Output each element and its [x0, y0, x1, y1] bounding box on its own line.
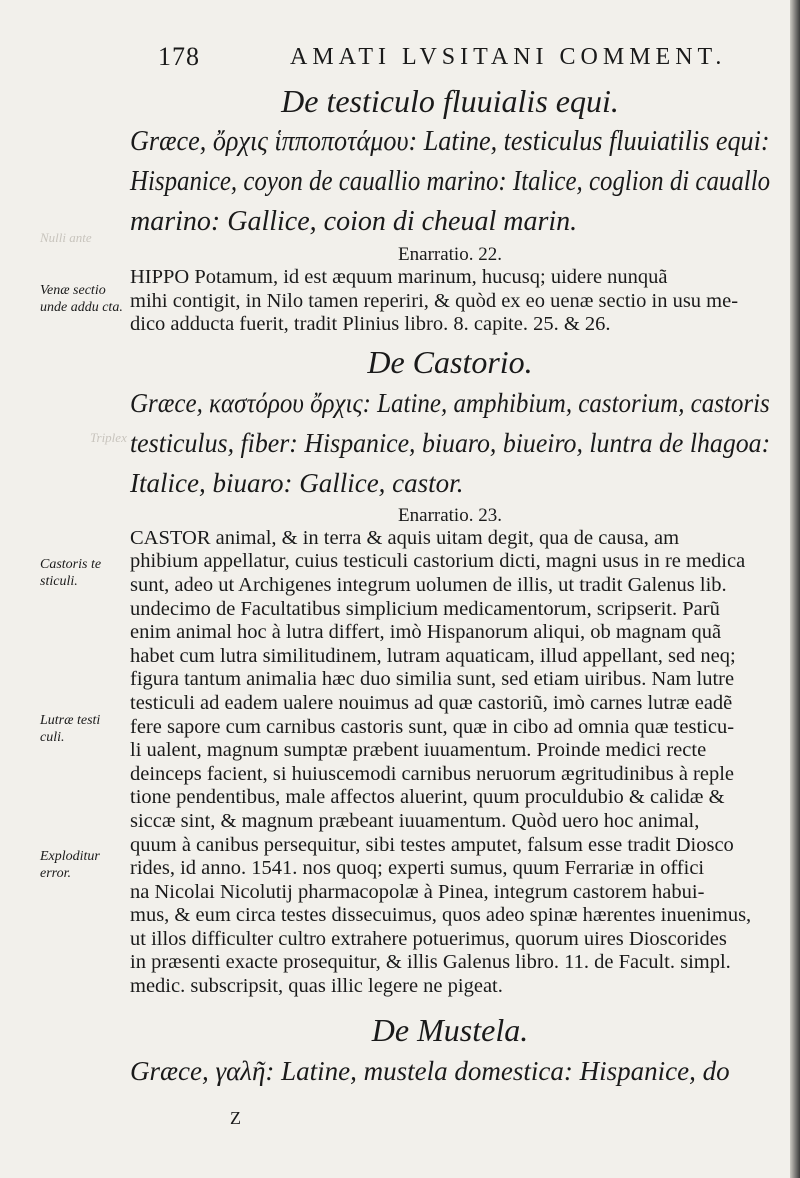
section-title: De Castorio. [367, 343, 533, 380]
text-line: fere sapore cum carnibus castoris sunt, quæ in cibo ad omnia quæ testicu- [130, 715, 735, 738]
page-number: 178 [158, 42, 200, 71]
bleed-through-text: Triplex [90, 430, 127, 445]
signature-mark: Z [230, 1108, 241, 1128]
text-line: sunt, adeo ut Archigenes integrum uolumen de illis, ut tradit Galenus lib. [130, 573, 727, 596]
enarratio-heading: Enarratio. 23. [398, 504, 502, 526]
text-line: quum à canibus persequitur, sibi testes amputet, falsum esse tradit Diosco [130, 833, 734, 856]
text-line: deinceps facient, si huiuscemodi carnibus neruorum ægritudinibus à reple [130, 762, 735, 785]
main-text [130, 80, 770, 1091]
text-line: CASTOR animal, & in terra & aquis uitam degit, qua de causa, am [130, 526, 680, 549]
text-line: ut illos difficulter cultro extrahere potuerimus, quorum uires Dioscorides [130, 927, 727, 950]
text-line: mihi contigit, in Nilo tamen reperiri, & quòd ex eo uenæ sectio in usu me- [130, 289, 739, 312]
enarratio-heading: Enarratio. 22. [398, 244, 502, 265]
page-header [130, 42, 770, 76]
text-line: undecimo de Facultatibus simplicium medicamentorum, scripserit. Parũ [130, 597, 720, 620]
section-title: De Mustela. [371, 1011, 529, 1048]
marginal-note: Lutræ testi culi. [40, 713, 101, 745]
text-line: enim animal hoc à lutra differt, imò Hispanorum aliqui, ob magnam quã [130, 621, 722, 644]
running-head: AMATI LVSITANI COMMENT. [290, 44, 727, 70]
text-line: dico adducta fuerit, tradit Plinius libro. 8. capite. 25. & 26. [130, 313, 611, 336]
page-edge-shadow [790, 0, 800, 1178]
text-line: figura tantum animalia hæc duo similia sunt, sed etiam uiribus. Nam lutre [130, 668, 735, 691]
synonym-line: testiculus, fiber: Hispanice, biuaro, biueiro, luntra de lhagoa: [130, 427, 771, 458]
synonym-line: Hispanice, coyon de cauallio marino: Italice, coglion di cauallo [130, 166, 771, 197]
bleed-through-text: Nulli ante [40, 230, 92, 245]
paragraph [130, 266, 770, 337]
text-line: siccæ sint, & magnum præbeant iuuamentum. Quòd uero hoc animal, [130, 809, 700, 832]
synonym-line: Græce, ὄρχις ἱπποποτάμου: Latine, testiculus fluuiatilis equi: [130, 126, 770, 157]
synonym-line: Græce, γαλῆ: Latine, mustela domestica: Hispanice, do [130, 1055, 730, 1086]
marginal-note: Castoris te sticuli. [40, 557, 102, 589]
text-line: mus, & eum circa testes dissecuimus, quos adeo spinæ hærentes inuenimus, [130, 904, 752, 927]
synonym-line: Græce, καστόρου ὄρχις: Latine, amphibium, castorium, castoris [130, 387, 770, 418]
text-line: phibium appellatur, cuius testiculi castorium dicti, magni usus in re medica [130, 550, 746, 573]
text-line: medic. subscripsit, quas illic legere ne pigeat. [130, 975, 503, 998]
marginal-note: Venæ sectio unde addu cta. [40, 283, 123, 315]
paragraph [130, 527, 770, 999]
marginal-note: Exploditur error. [40, 849, 100, 881]
text-line: testiculi ad eadem ualere nouimus ad quæ castoriũ, imò carnes lutræ eadẽ [130, 691, 733, 714]
section-title: De testiculo fluuialis equi. [281, 83, 619, 119]
text-line: rides, id anno. 1541. nos quoq; experti sumus, quum Ferrariæ in offici [130, 857, 705, 880]
synonym-line: marino: Gallice, coion di cheual marin. [130, 206, 578, 237]
text-line: HIPPO Potamum, id est æquum marinum, hucusq; uidere nunquã [130, 266, 668, 288]
text-line: li ualent, magnum sumptæ præbent iuuamentum. Proinde medici recte [130, 739, 707, 762]
text-line: tione pendentibus, male affectos aluerint, quum proculdubio & calidæ & [130, 786, 725, 809]
text-line: na Nicolai Nicolutij pharmacopolæ à Pinea, integrum castorem habui- [130, 880, 705, 903]
text-line: habet cum lutra similitudinem, lutram aquaticam, illud appellant, sed neq; [130, 644, 736, 667]
text-line: in præsenti exacte prosequitur, & illis Galenus libro. 11. de Facult. simpl. [130, 951, 731, 974]
synonym-line: Italice, biuaro: Gallice, castor. [130, 467, 464, 498]
